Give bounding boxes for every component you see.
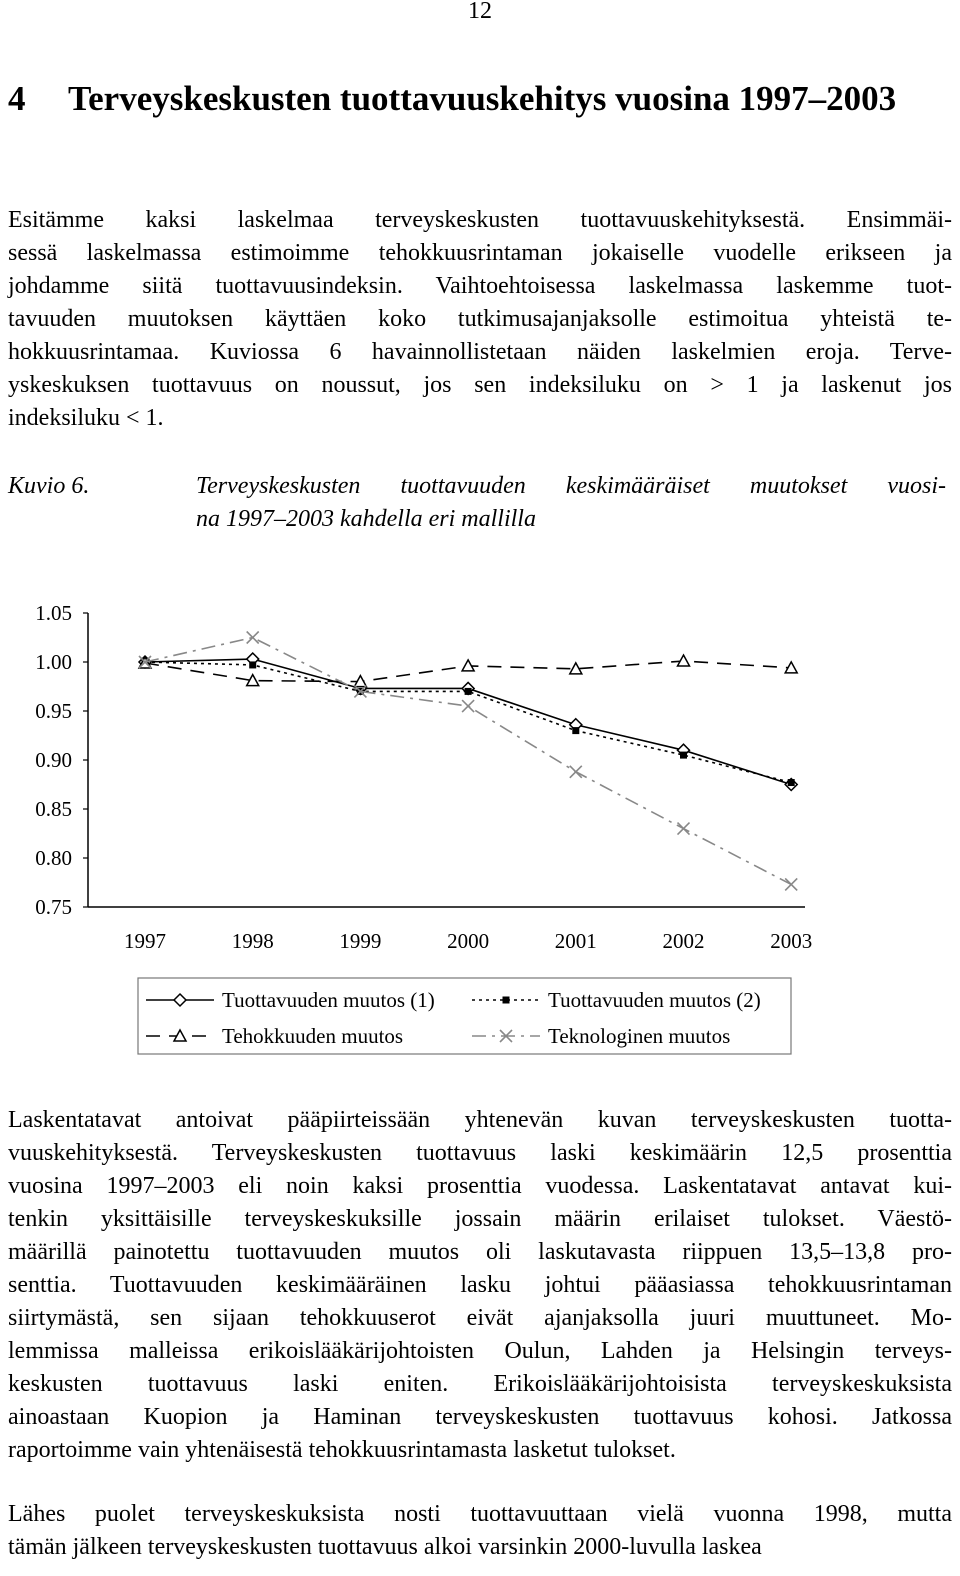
chapter-title: Terveyskeskusten tuottavuuskehitys vuosina 1997–2003 bbox=[68, 79, 897, 118]
legend-label: Tuottavuuden muutos (1) bbox=[222, 988, 435, 1012]
text-line: yskeskuksen tuottavuus on noussut, jos sen indeksiluku on > 1 ja laskenut jos bbox=[8, 372, 952, 398]
intro-paragraph bbox=[8, 204, 952, 435]
x-axis-ticks bbox=[124, 929, 812, 953]
data-point bbox=[465, 688, 472, 695]
text-line: Laskentatavat antoivat pääpiirteissään yhtenevän kuvan terveyskeskusten tuotta- bbox=[8, 1107, 952, 1133]
y-tick-label: 0.85 bbox=[35, 797, 72, 821]
x-tick-label: 2003 bbox=[770, 929, 813, 953]
text-line: siirtymästä, sen sijaan tehokkuuserot eivät ajanjaksolla juuri muuttuneet. Mo- bbox=[8, 1305, 952, 1331]
y-tick-label: 0.90 bbox=[35, 748, 72, 772]
text-line: lemmissa malleissa erikoislääkärijohtoisten Oulun, Lahden ja Helsingin terveys- bbox=[8, 1338, 952, 1364]
text-line: vuosina 1997–2003 eli noin kaksi prosenttia vuodessa. Laskentatavat antavat kui- bbox=[8, 1173, 952, 1199]
series-0 bbox=[139, 653, 797, 790]
productivity-line-chart bbox=[0, 580, 960, 1070]
body-paragraph-1 bbox=[8, 1104, 952, 1467]
chart-legend bbox=[138, 978, 791, 1054]
x-tick-label: 2000 bbox=[447, 929, 490, 953]
text-line: Lähes puolet terveyskeskuksista nosti tuottavuuttaan vielä vuonna 1998, mutta bbox=[8, 1501, 952, 1527]
chapter-number: 4 bbox=[8, 79, 26, 118]
x-tick-label: 1999 bbox=[339, 929, 382, 953]
legend-marker bbox=[174, 994, 186, 1006]
page-number: 12 bbox=[468, 0, 492, 24]
series-line bbox=[145, 638, 791, 885]
data-point bbox=[785, 878, 797, 890]
x-tick-label: 1997 bbox=[124, 929, 166, 953]
text-line: keskusten tuottavuus laski eniten. Erikoislääkärijohtoisista terveyskeskuksista bbox=[8, 1371, 952, 1397]
y-tick-label: 0.75 bbox=[35, 895, 72, 919]
chart-axes bbox=[88, 613, 805, 907]
legend-entry bbox=[472, 988, 761, 1012]
legend-entry bbox=[146, 988, 435, 1012]
x-tick-label: 2001 bbox=[554, 929, 597, 953]
text-line: tavuuden muutoksen käyttäen koko tutkimusajanjaksolle estimoitua yhteistä te- bbox=[8, 306, 952, 332]
series-line bbox=[145, 662, 791, 783]
figure-caption bbox=[196, 470, 946, 536]
text-line: Esitämme kaksi laskelmaa terveyskeskusten tuottavuuskehityksestä. Ensimmäi- bbox=[8, 207, 952, 233]
legend-entry bbox=[472, 1024, 730, 1048]
series-1 bbox=[142, 659, 795, 787]
data-point bbox=[570, 766, 582, 778]
x-tick-label: 1998 bbox=[231, 929, 274, 953]
figure-label: Kuvio 6. bbox=[8, 473, 90, 499]
data-point bbox=[788, 779, 795, 786]
data-point bbox=[678, 655, 690, 666]
data-point bbox=[680, 752, 687, 759]
data-point bbox=[678, 823, 690, 835]
y-tick-label: 0.95 bbox=[35, 699, 72, 723]
text-line: hokkuusrintamaa. Kuviossa 6 havainnollistetaan näiden laskelmien eroja. Terve- bbox=[8, 339, 952, 365]
body-paragraph-2 bbox=[8, 1498, 952, 1564]
legend-label: Tuottavuuden muutos (2) bbox=[548, 988, 761, 1012]
text-line: na 1997–2003 kahdella eri mallilla bbox=[196, 506, 536, 532]
text-line: tenkin yksittäisille terveyskeskuksille jossain määrin erilaiset tulokset. Väestö- bbox=[8, 1206, 952, 1232]
y-tick-label: 1.05 bbox=[35, 601, 72, 625]
series-line bbox=[145, 659, 791, 784]
data-point bbox=[249, 661, 256, 668]
text-line: indeksiluku < 1. bbox=[8, 405, 164, 431]
text-line: vuuskehityksestä. Terveyskeskusten tuottavuus laski keskimäärin 12,5 prosenttia bbox=[8, 1140, 952, 1166]
data-point bbox=[572, 727, 579, 734]
text-line: sessä laskelmassa estimoimme tehokkuusrintaman jokaiselle vuodelle erikseen ja bbox=[8, 240, 952, 266]
text-line: johdamme siitä tuottavuusindeksin. Vaihtoehtoisessa laskelmassa laskemme tuot- bbox=[8, 273, 952, 299]
legend-entry bbox=[146, 1024, 403, 1048]
data-point bbox=[247, 632, 259, 644]
legend-label: Tehokkuuden muutos bbox=[222, 1024, 404, 1048]
legend-label: Teknologinen muutos bbox=[548, 1024, 731, 1048]
text-line: Terveyskeskusten tuottavuuden keskimääräiset muutokset vuosi- bbox=[196, 473, 946, 499]
text-line: määrillä painotettu tuottavuuden muutos oli laskutavasta riippuen 13,5–13,8 pro- bbox=[8, 1239, 952, 1265]
y-axis-ticks bbox=[35, 601, 88, 919]
x-tick-label: 2002 bbox=[662, 929, 705, 953]
data-point bbox=[462, 700, 474, 712]
y-tick-label: 0.80 bbox=[35, 846, 72, 870]
y-tick-label: 1.00 bbox=[35, 650, 72, 674]
legend-marker bbox=[503, 997, 510, 1004]
text-line: tämän jälkeen terveyskeskusten tuottavuus alkoi varsinkin 2000-luvulla laskea bbox=[8, 1534, 762, 1560]
chart-series bbox=[139, 632, 797, 891]
text-line: raportoimme vain yhtenäisestä tehokkuusrintamasta lasketut tulokset. bbox=[8, 1437, 676, 1463]
text-line: ainoastaan Kuopion ja Haminan terveyskeskusten tuottavuus kohosi. Jatkossa bbox=[8, 1404, 952, 1430]
text-line: senttia. Tuottavuuden keskimääräinen lasku johtui pääasiassa tehokkuusrintaman bbox=[8, 1272, 952, 1298]
